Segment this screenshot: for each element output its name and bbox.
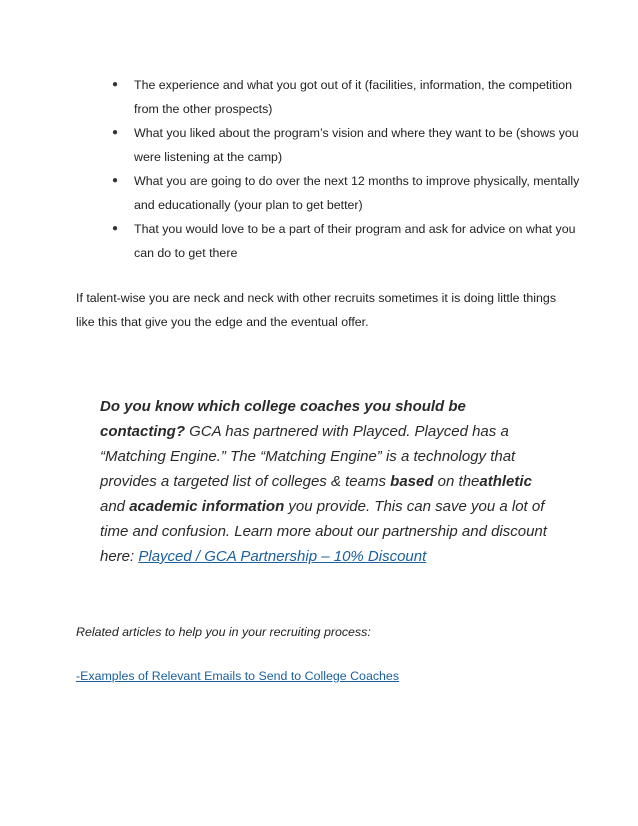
partnership-link[interactable]: Playced / GCA Partnership – 10% Discount [138,548,427,565]
callout-text: and [100,498,130,515]
bullet-text: What you liked about the program’s vision and where they want to be (shows you were listening at the camp) [134,126,579,164]
bullet-text: The experience and what you got out of it (facilities, information, the competition from the other prospects) [134,78,573,116]
body-paragraph: If talent-wise you are neck and neck with other recruits sometimes it is doing little things like this that give you the edge and the eventual offer. [76,291,557,329]
related-article-link[interactable]: -Examples of Relevant Emails to Send to College Coaches [76,669,400,683]
callout-bold-based: based [390,473,434,490]
bullet-list [112,73,582,265]
callout-text: you provide. This can save you a lot of time and confusion. Learn more about our partnership and discount here: [100,498,547,565]
list-item [112,169,582,217]
bullet-icon: ● [112,223,119,234]
list-item [112,121,582,169]
callout-text: on the [433,473,480,490]
list-item [112,73,582,121]
bullet-icon: ● [112,175,119,186]
callout-bold-academic: academic information [129,498,285,515]
callout-question: Do you know which college coaches you should be contacting? [100,398,466,440]
bullet-icon: ● [112,79,119,90]
callout-text: GCA has partnered with Playced. Playced has a “Matching Engine.” The “Matching Engine” is a technology that provides a targeted list of colleges & teams [100,423,516,490]
list-item [112,217,582,265]
bullet-icon: ● [112,127,119,138]
related-links [76,666,399,686]
related-articles-heading: Related articles to help you in your recruiting process: [76,625,371,639]
callout-bold-athletic: athletic [479,473,532,490]
promo-callout [100,394,550,569]
bullet-text: That you would love to be a part of their program and ask for advice on what you can do to get there [134,222,576,260]
bullet-text: What you are going to do over the next 12 months to improve physically, mentally and educationally (your plan to get better) [134,174,580,212]
